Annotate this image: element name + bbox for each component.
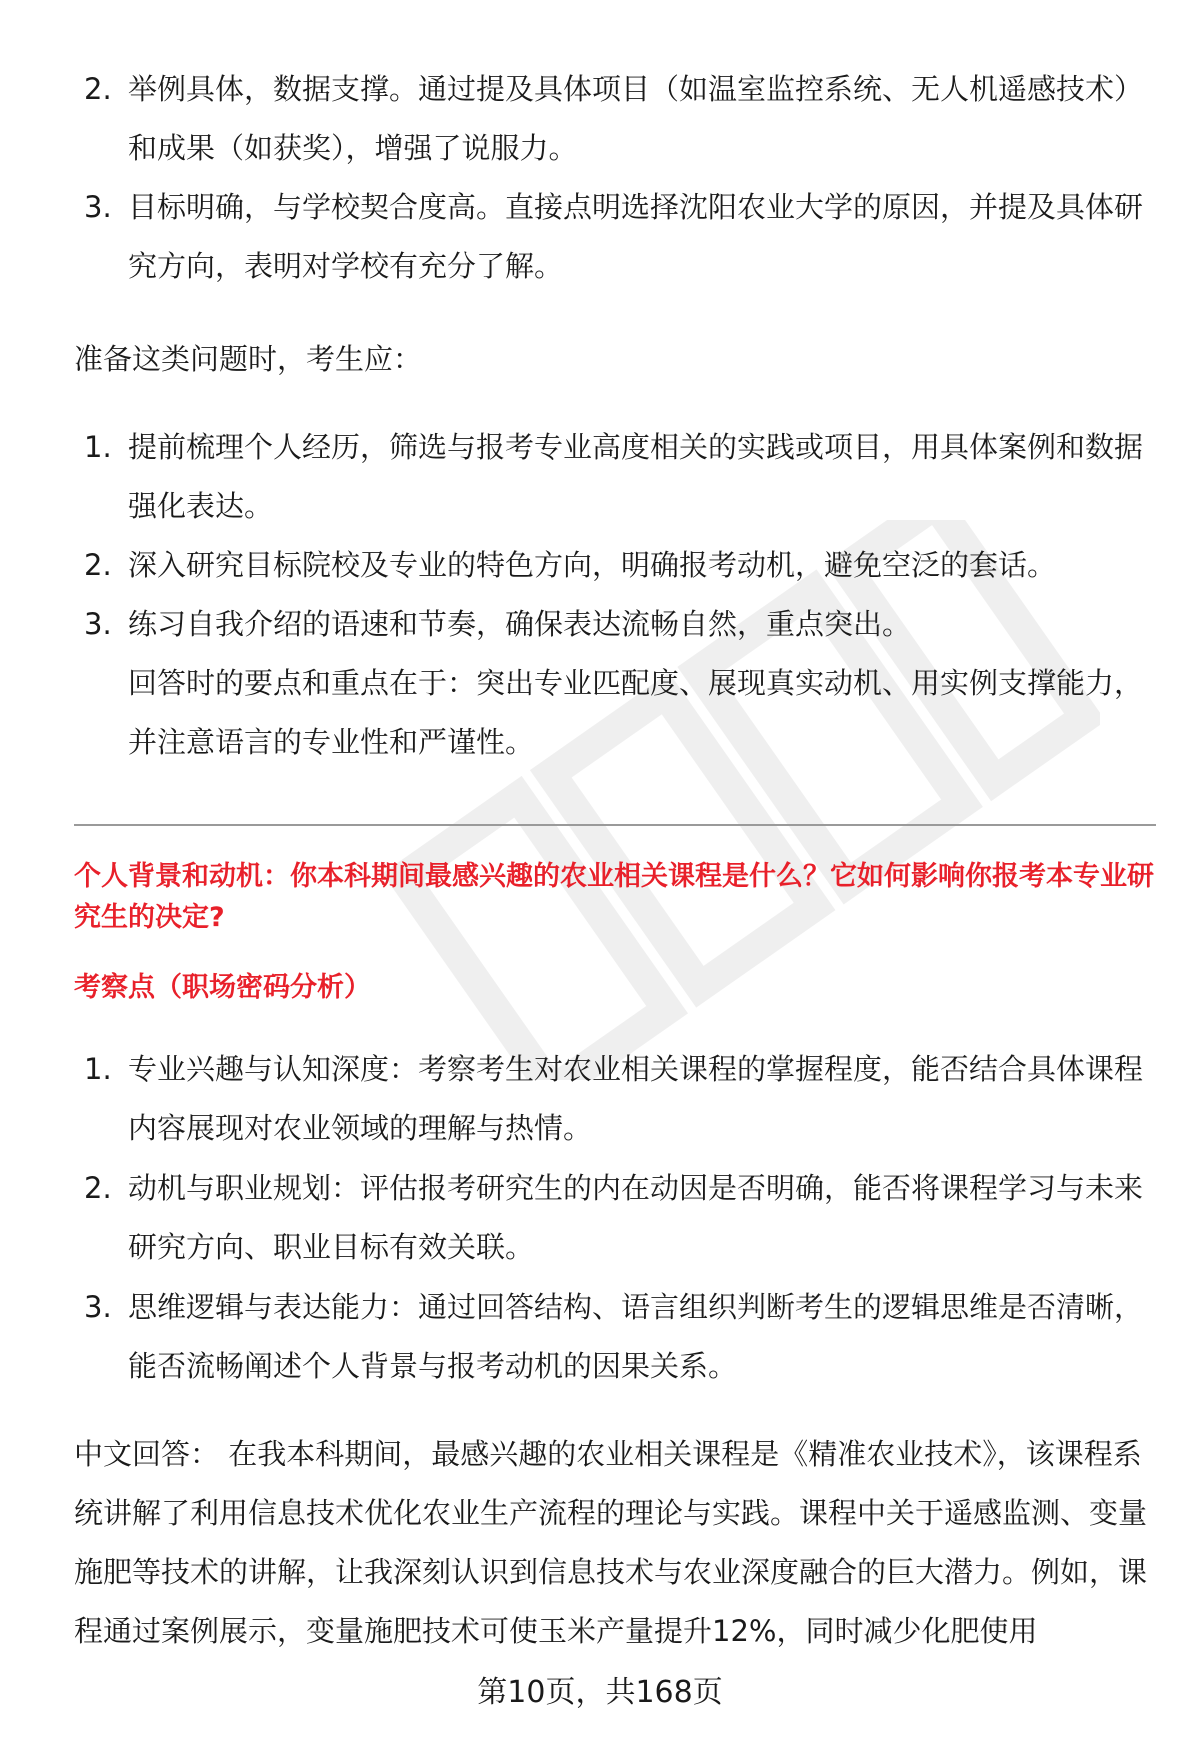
list-text: 专业兴趣与认知深度：考察考生对农业相关课程的掌握程度，能否结合具体课程内容展现对农业领域的理解与热情。: [128, 1052, 1144, 1145]
chinese-answer: 中文回答： 在我本科期间，最感兴趣的农业相关课程是《精准农业技术》，该课程系统讲解了利用信息技术优化农业生产流程的理论与实践。课程中关于遥感监测、变量施肥等技术的讲解，让我深刻认识到信息技术与农业深度融合的巨大潜力。例如，课程通过案例展示，变量施肥技术可使玉米产量提升12%，同时减少化肥使用: [74, 1437, 1148, 1648]
list-number: 1.: [84, 1052, 112, 1086]
list-text: 深入研究目标院校及专业的特色方向，明确报考动机，避免空泛的套话。: [128, 548, 1057, 582]
list-item: [74, 1040, 1154, 1159]
list-text: 练习自我介绍的语速和节奏，确保表达流畅自然，重点突出。: [128, 607, 912, 641]
list-text: 举例具体，数据支撑。通过提及具体项目（如温室监控系统、无人机遥感技术）和成果（如获奖），增强了说服力。: [128, 72, 1144, 165]
list-item: [74, 595, 1154, 654]
strengths-list: [74, 60, 1154, 296]
list-number: 3.: [84, 607, 112, 641]
list-item: [74, 1159, 1154, 1278]
answer-keypoints: 回答时的要点和重点在于：突出专业匹配度、展现真实动机、用实例支撑能力，并注意语言的专业性和严谨性。: [128, 666, 1144, 759]
analysis-title: 考察点（职场密码分析）: [74, 972, 371, 1003]
section-divider: [74, 824, 1156, 826]
list-text: 提前梳理个人经历，筛选与报考专业高度相关的实践或项目，用具体案例和数据强化表达。: [128, 430, 1144, 523]
list-number: 3.: [84, 190, 112, 224]
list-text: 动机与职业规划：评估报考研究生的内在动因是否明确，能否将课程学习与未来研究方向、职业目标有效关联。: [128, 1171, 1144, 1264]
list-text: 思维逻辑与表达能力：通过回答结构、语言组织判断考生的逻辑思维是否清晰，能否流畅阐述个人背景与报考动机的因果关系。: [128, 1290, 1144, 1383]
list-number: 2.: [84, 1171, 112, 1205]
list-number: 2.: [84, 548, 112, 582]
list-number: 1.: [84, 430, 112, 464]
list-item: [74, 1278, 1154, 1397]
page-number-footer: 第10页，共168页: [477, 1675, 723, 1710]
prep-intro: 准备这类问题时，考生应：: [74, 342, 423, 376]
prep-list: [74, 418, 1154, 654]
list-number: 2.: [84, 72, 112, 106]
list-item: [74, 536, 1154, 595]
list-number: 3.: [84, 1290, 112, 1324]
list-text: 目标明确，与学校契合度高。直接点明选择沈阳农业大学的原因，并提及具体研究方向，表明对学校有充分了解。: [128, 190, 1144, 283]
list-item: [74, 60, 1154, 178]
list-item: [74, 178, 1154, 296]
analysis-list: [74, 1040, 1154, 1397]
interview-question: 个人背景和动机：你本科期间最感兴趣的农业相关课程是什么？它如何影响你报考本专业研究生的决定?: [74, 861, 1154, 933]
list-item: [74, 418, 1154, 536]
